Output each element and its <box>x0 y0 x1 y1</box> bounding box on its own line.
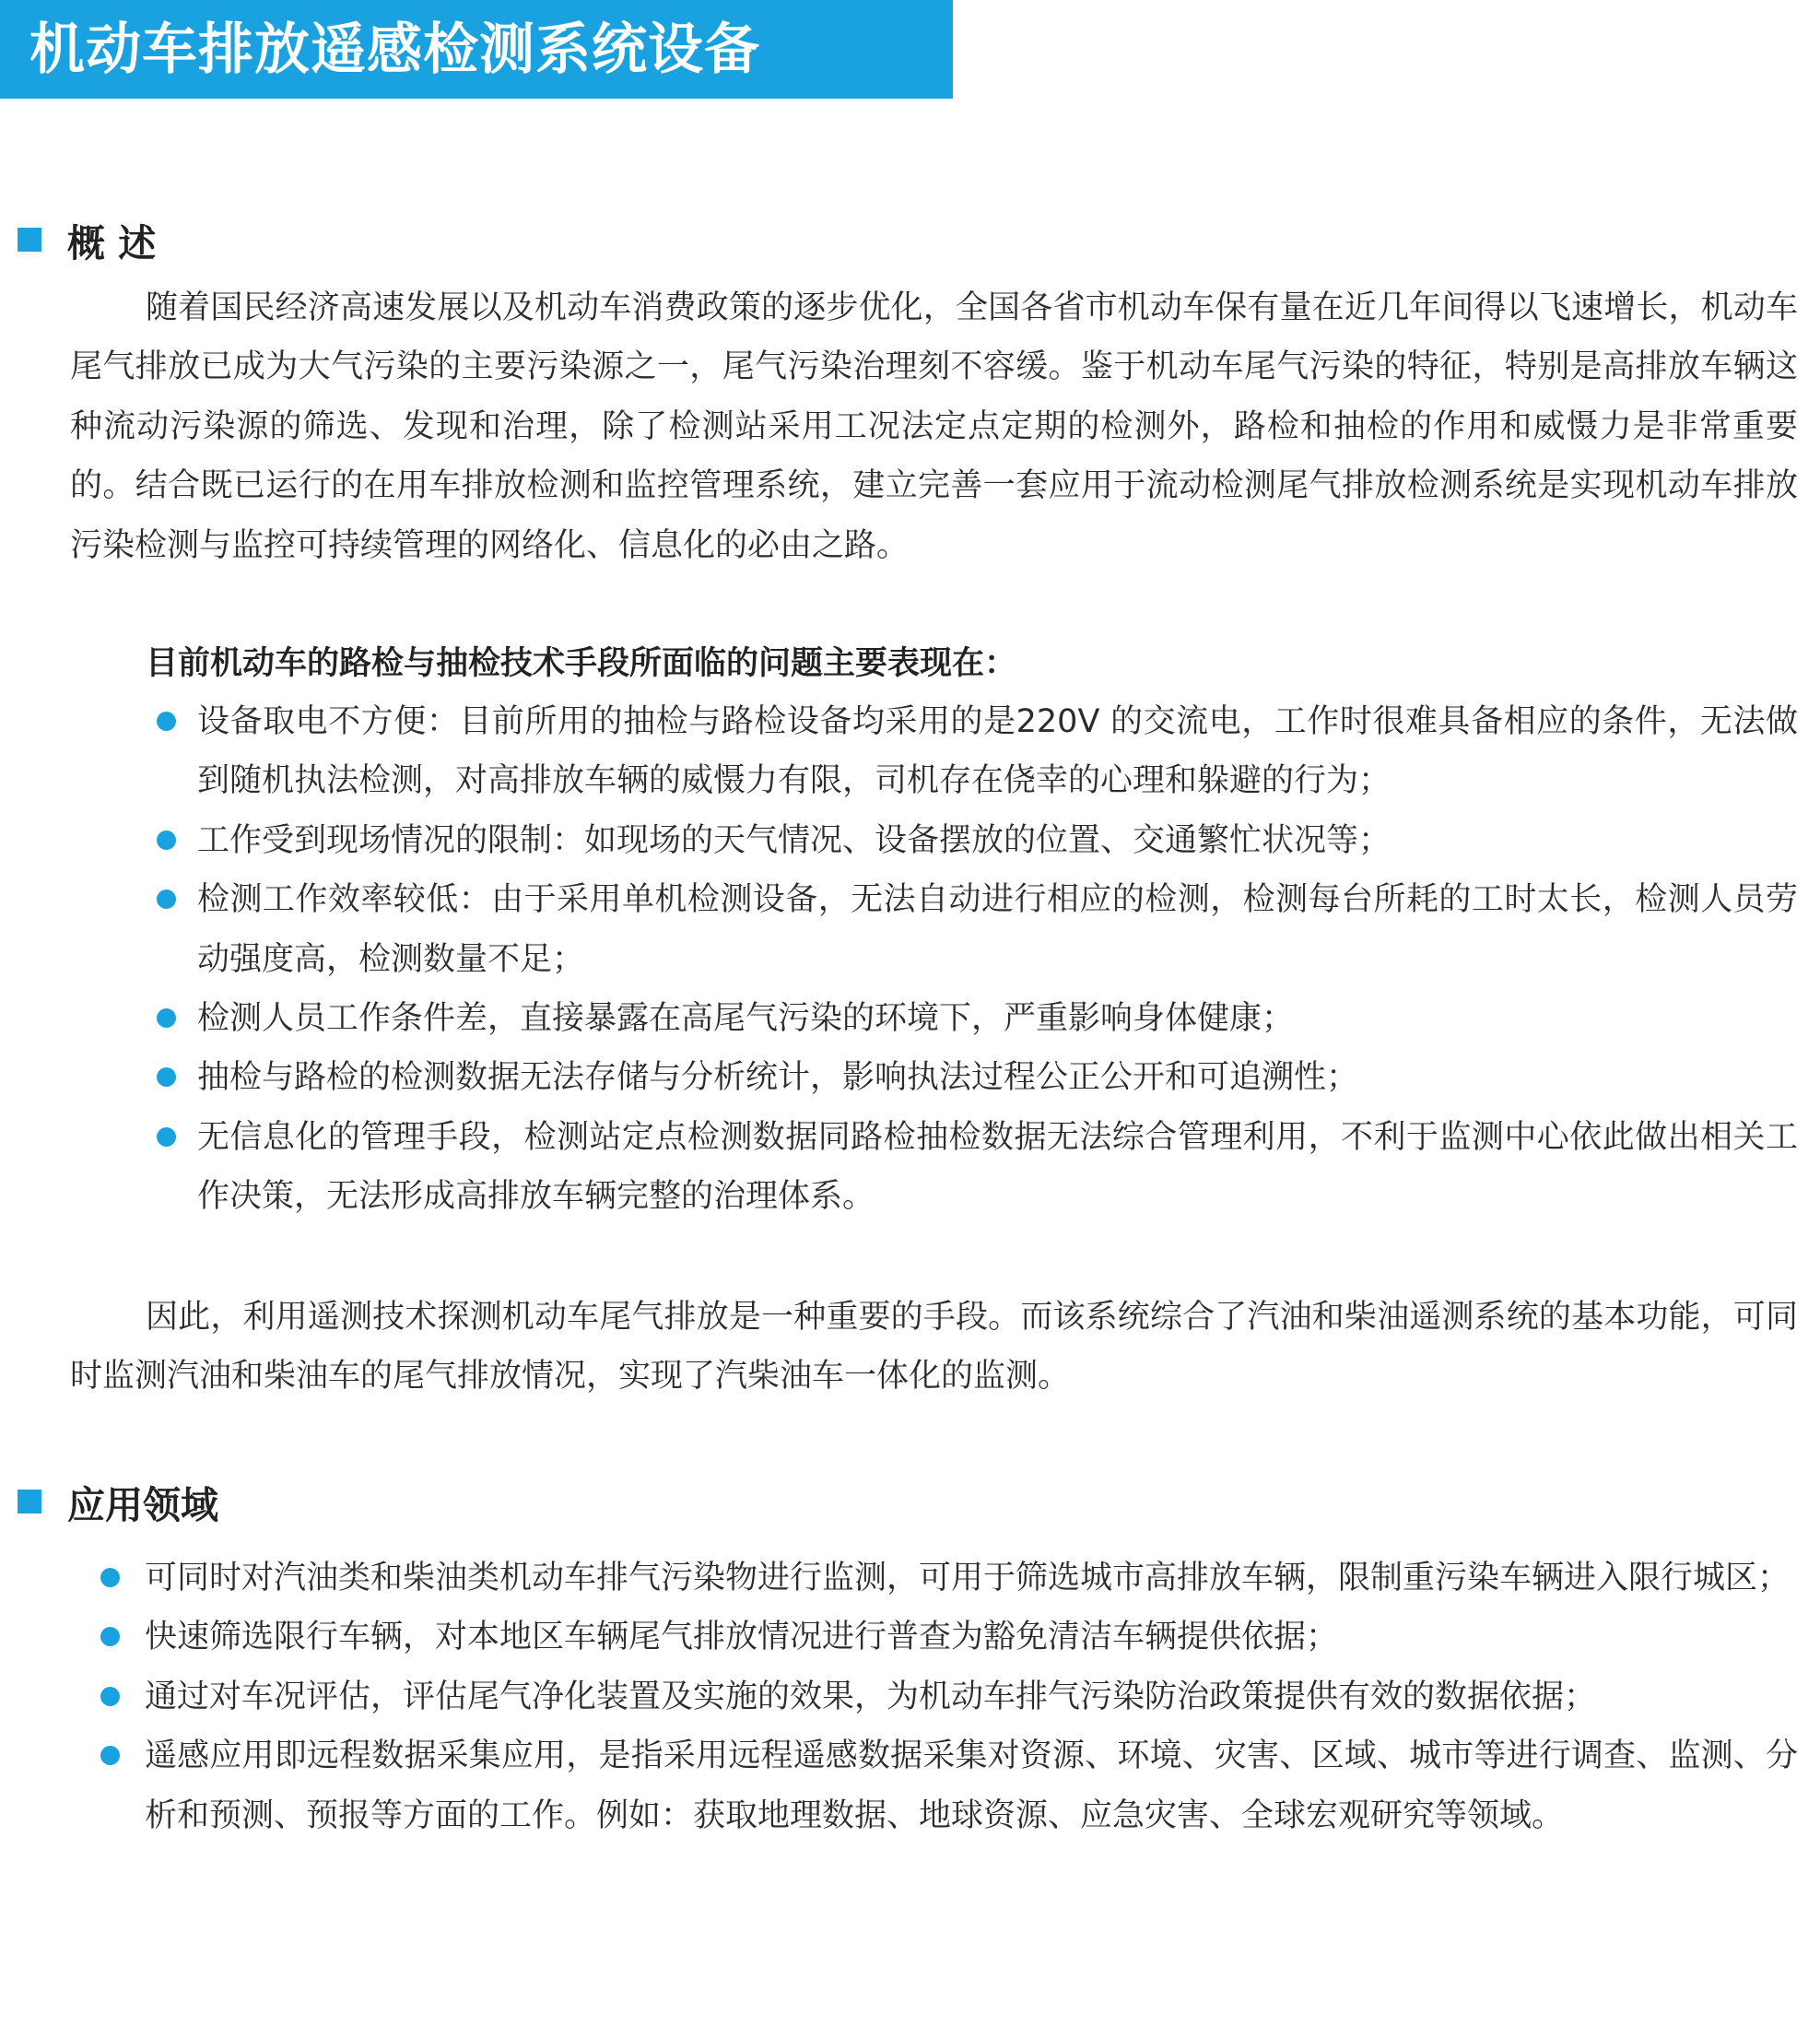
list-item <box>157 989 1798 1048</box>
list-item-text: 可同时对汽油类和柴油类机动车排气污染物进行监测，可用于筛选城市高排放车辆，限制重污染车辆进入限行城区； <box>145 1560 1791 1596</box>
title-banner <box>0 0 953 99</box>
applications-list <box>100 1549 1798 1845</box>
overview-heading-text: 概 述 <box>67 220 157 265</box>
list-item <box>100 1667 1798 1726</box>
list-item-text: 遥感应用即远程数据采集应用，是指采用远程遥感数据采集对资源、环境、灾害、区域、城市等进行调查、监测、分析和预测、预报等方面的工作。例如：获取地理数据、地球资源、应急灾害、全球宏观研究等领域。 <box>145 1737 1798 1834</box>
page-title: 机动车排放遥感检测系统设备 <box>29 18 760 82</box>
applications-heading <box>18 1476 218 1527</box>
bullet-dot-icon <box>100 1627 120 1646</box>
list-item-text: 检测工作效率较低：由于采用单机检测设备，无法自动进行相应的检测，检测每台所耗的工时太长，检测人员劳动强度高，检测数量不足； <box>197 881 1798 978</box>
section-square-icon <box>18 1490 41 1514</box>
problems-list <box>157 692 1798 1227</box>
list-item <box>100 1726 1798 1845</box>
list-item <box>157 1048 1798 1107</box>
list-item-text: 通过对车况评估，评估尾气净化装置及实施的效果，为机动车排气污染防治政策提供有效的数据依据； <box>145 1678 1597 1715</box>
bullet-dot-icon <box>100 1568 120 1587</box>
list-item-text: 工作受到现场情况的限制：如现场的天气情况、设备摆放的位置、交通繁忙状况等； <box>197 821 1391 859</box>
bullet-dot-icon <box>100 1746 120 1765</box>
problems-heading: 目前机动车的路检与抽检技术手段所面临的问题主要表现在： <box>146 645 1017 682</box>
overview-conclusion-paragraph: 因此，利用遥测技术探测机动车尾气排放是一种重要的手段。而该系统综合了汽油和柴油遥测系统的基本功能，可同时监测汽油和柴油车的尾气排放情况，实现了汽柴油车一体化的监测。 <box>70 1299 1798 1396</box>
list-item <box>100 1608 1798 1667</box>
list-item-text: 快速筛选限行车辆，对本地区车辆尾气排放情况进行普查为豁免清洁车辆提供依据； <box>145 1619 1339 1656</box>
bullet-dot-icon <box>157 1008 176 1028</box>
bullet-dot-icon <box>157 889 176 909</box>
bullet-dot-icon <box>100 1687 120 1706</box>
bullet-dot-icon <box>157 830 176 850</box>
overview-intro-paragraph: 随着国民经济高速发展以及机动车消费政策的逐步优化，全国各省市机动车保有量在近几年间得以飞速增长，机动车尾气排放已成为大气污染的主要污染源之一，尾气污染治理刻不容缓。鉴于机动车尾气污染的特征，特别是高排放车辆这种流动污染源的筛选、发现和治理，除了检测站采用工况法定点定期的检测外，路检和抽检的作用和威慑力是非常重要的。结合既已运行的在用车排放检测和监控管理系统，建立完善一套应用于流动检测尾气排放检测系统是实现机动车排放污染检测与监控可持续管理的网络化、信息化的必由之路。 <box>70 289 1798 564</box>
list-item <box>157 870 1798 989</box>
list-item-text: 无信息化的管理手段，检测站定点检测数据同路检抽检数据无法综合管理利用，不利于监测中心依此做出相关工作决策，无法形成高排放车辆完整的治理体系。 <box>197 1118 1798 1216</box>
bullet-dot-icon <box>157 1067 176 1087</box>
overview-heading <box>18 214 156 265</box>
section-square-icon <box>18 228 41 252</box>
applications-heading-text: 应用领域 <box>67 1482 218 1527</box>
list-item-text: 抽检与路检的检测数据无法存储与分析统计，影响执法过程公正公开和可追溯性； <box>197 1059 1359 1097</box>
list-item <box>157 692 1798 811</box>
list-item-text: 设备取电不方便：目前所用的抽检与路检设备均采用的是220V 的交流电，工作时很难具备相应的条件，无法做到随机执法检测，对高排放车辆的威慑力有限，司机存在侥幸的心理和躲避的行为； <box>197 703 1798 800</box>
list-item <box>100 1549 1798 1608</box>
list-item <box>157 1108 1798 1227</box>
list-item-text: 检测人员工作条件差，直接暴露在高尾气污染的环境下，严重影响身体健康； <box>197 1000 1295 1038</box>
bullet-dot-icon <box>157 1127 176 1147</box>
bullet-dot-icon <box>157 712 176 731</box>
list-item <box>157 811 1798 870</box>
